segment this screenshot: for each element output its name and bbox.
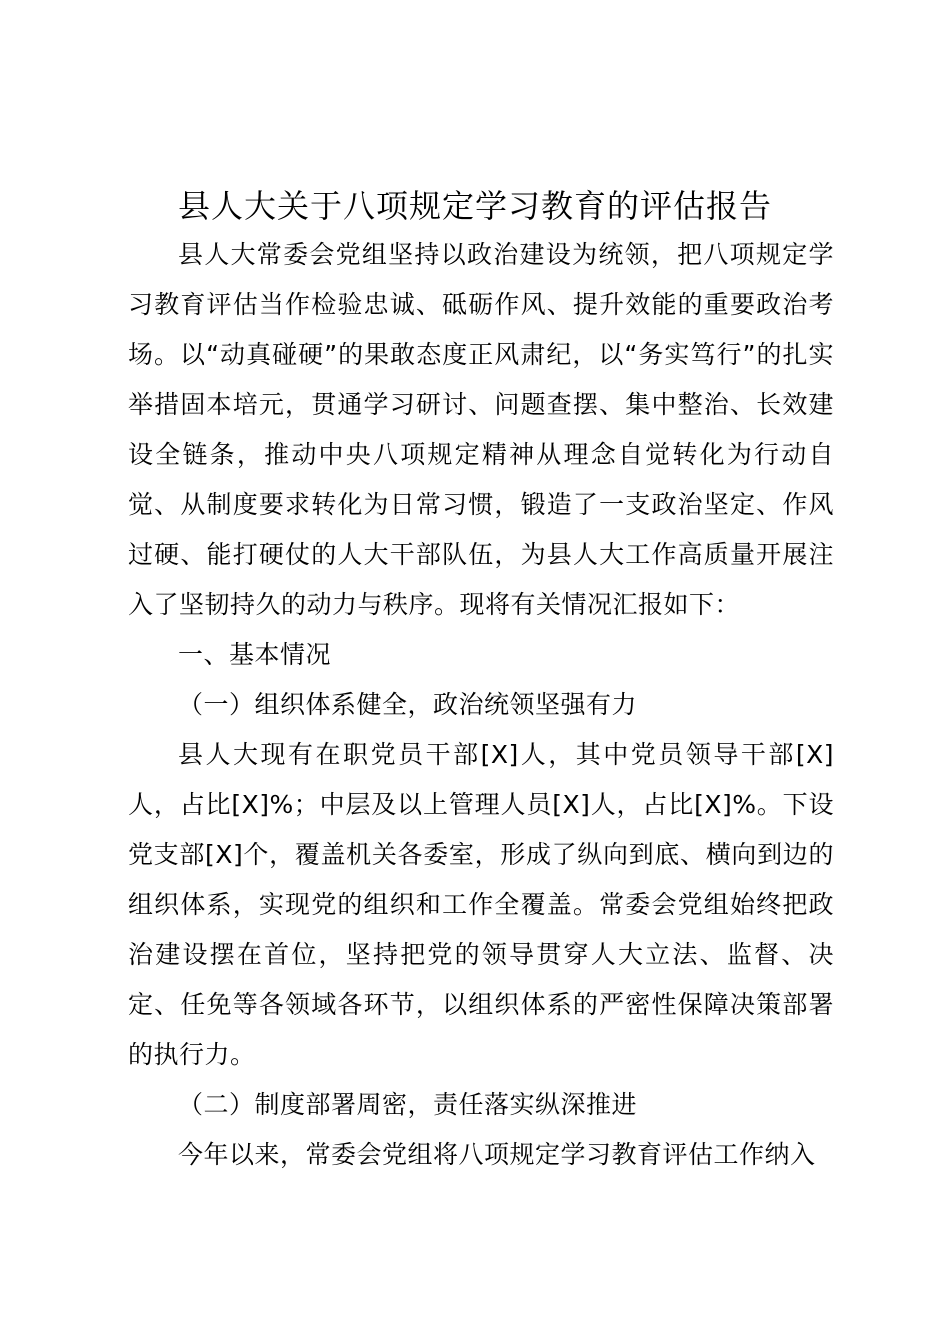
- subsection-heading-organization: （一）组织体系健全，政治统领坚强有力: [178, 690, 638, 719]
- system-paragraph: 今年以来，常委会党组将八项规定学习教育评估工作纳入: [178, 1140, 816, 1169]
- subsection-heading-system: （二）制度部署周密，责任落实纵深推进: [178, 1090, 638, 1119]
- document-body: [128, 230, 834, 1180]
- section-heading-basic-situation: 一、基本情况: [178, 640, 332, 669]
- document-title: 县人大关于八项规定学习教育的评估报告: [177, 187, 772, 225]
- organization-paragraph: 县人大现有在职党员干部[X]人，其中党员领导干部[X]人，占比[X]%；中层及以上管理人员[X]人，占比[X]%。下设党支部[X]个，覆盖机关各委室，形成了纵向到底、横向到边的组织体系，实现党的组织和工作全覆盖。常委会党组始终把政治建设摆在首位，坚持把党的领导贯穿人大立法、监督、决定、任免等各领域各环节，以组织体系的严密性保障决策部署的执行力。: [128, 740, 834, 1069]
- intro-paragraph: 县人大常委会党组坚持以政治建设为统领，把八项规定学习教育评估当作检验忠诚、砥砺作风、提升效能的重要政治考场。以“动真碰硬”的果敢态度正风肃纪，以“务实笃行”的扎实举措固本培元，贯通学习研讨、问题查摆、集中整治、长效建设全链条，推动中央八项规定精神从理念自觉转化为行动自觉、从制度要求转化为日常习惯，锻造了一支政治坚定、作风过硬、能打硬仗的人大干部队伍，为县人大工作高质量开展注入了坚韧持久的动力与秩序。现将有关情况汇报如下：: [128, 240, 834, 619]
